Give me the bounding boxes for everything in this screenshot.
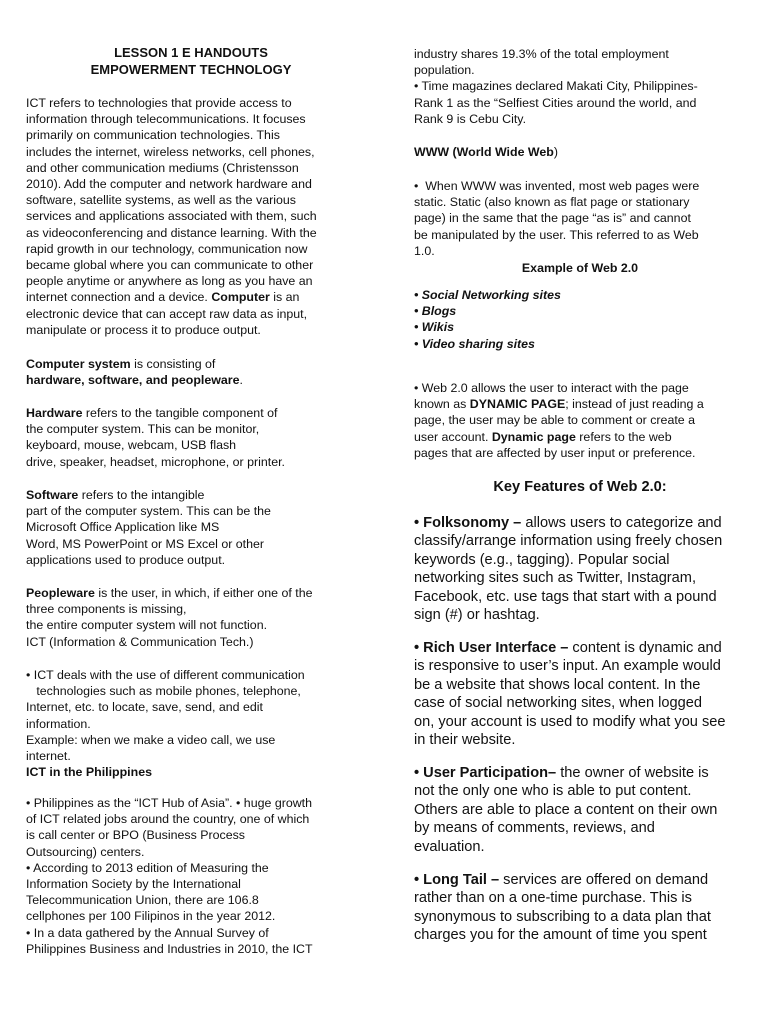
text-line: ICT (Information & Communication Tech.) [26,634,254,649]
text-run: refers to the web [575,429,672,444]
text-line: • Time magazines declared Makati City, Philippines- [414,79,698,94]
text-line: synonymous to subscribing to a data plan that [414,908,711,925]
term-dynamic-page: Dynamic page [491,429,576,444]
peopleware-paragraph [26,585,356,650]
list-item: • Social Networking sites [414,288,561,302]
text-line: page) in the same that the page “as is” and cannot [414,211,691,226]
text-run: . [239,373,243,388]
term-computer: Computer [211,290,270,305]
list-item: • Video sharing sites [414,336,535,351]
text-line: includes the internet, wireless networks, cell phones, [26,144,315,159]
text-line [414,871,746,889]
text-line: be manipulated by the user. This referred to as Web [414,227,699,242]
text-line: • In a data gathered by the Annual Survey of [26,925,269,940]
text-run: is an [269,290,300,305]
text-run: the owner of website is [556,765,709,781]
ict-deals-paragraph [26,667,356,780]
text-line: Telecommunication Union, there are 106.8 [26,893,259,908]
example-web2-list [414,287,746,352]
hardware-paragraph [26,405,356,470]
text-line: • According to 2013 edition of Measuring the [26,860,269,875]
list-item: • Blogs [414,304,457,319]
rich-ui-paragraph [414,639,746,749]
text-line: rapid growth in our technology, communication now [26,241,308,256]
term-computer-system: Computer system [26,357,131,371]
text-line: classify/arrange information using freely chosen [414,533,723,550]
term-components: hardware, software, and peopleware [26,373,240,388]
text-line: • When WWW was invented, most web pages were [414,179,700,193]
text-run: known as [414,397,470,412]
text-line: Facebook, etc. use tags that start with a pound [414,588,717,605]
text-line [26,289,356,305]
text-line: Microsoft Office Application like MS [26,520,220,535]
text-line: internet. [26,749,71,764]
text-line: 1.0. [414,243,435,258]
text-line [414,429,746,445]
long-tail-paragraph [414,871,746,945]
key-features-heading [414,478,746,496]
web2-dynamic-paragraph [414,380,746,461]
list-item: • Wikis [414,320,455,335]
text-run: is consisting of [130,357,216,371]
text-line: and other communication mediums (Christensson [26,160,299,175]
ict-philippines-paragraph [26,795,356,957]
term-folksonomy: • Folksonomy – [414,515,522,531]
intro-paragraph [26,95,356,338]
text-line: the computer system. This can be monitor, [26,422,260,437]
text-line: be a website that shows local content. In the [414,676,701,693]
text-line: on, your account is used to modify what you see [414,713,726,730]
text-line: Example of Web 2.0 [521,261,639,275]
text-line: Example: when we make a video call, we use [26,732,276,747]
term-software: Software [26,488,79,502]
employment-paragraph [414,46,746,127]
term-www: WWW (World Wide Web [414,145,554,159]
text-line: part of the computer system. This can be the [26,504,271,519]
title-line-1: LESSON 1 E HANDOUTS [114,45,268,60]
term-rich-ui: • Rich User Interface – [414,640,569,656]
text-line [26,372,356,388]
text-line: keyboard, mouse, webcam, USB flash [26,438,237,453]
text-run: allows users to categorize and [521,515,722,531]
user-participation-paragraph [414,764,746,856]
text-line: people anytime or anywhere as long as you have an [26,274,313,289]
text-line [414,639,746,657]
text-line: networking sites such as Twitter, Instagram, [414,570,696,587]
text-line [414,764,746,782]
text-line: • ICT deals with the use of different communication [26,668,305,682]
text-line: information through telecommunications. It focuses [26,112,306,127]
text-run: refers to the intangible [78,488,205,502]
title-line-2: EMPOWERMENT TECHNOLOGY [90,62,292,77]
folksonomy-paragraph [414,514,746,624]
text-line: pages that are affected by user input or preference. [414,445,696,460]
www-paragraph [414,178,746,259]
text-run: is the user, in which, if either one of the [94,586,313,600]
text-line: manipulate or process it to produce output. [26,322,261,337]
text-line: cellphones per 100 Filipinos in the year 2012. [26,909,276,924]
text-line: not the only one who is able to put content. [414,783,692,800]
text-line: keywords (e.g., tagging). Popular social [414,551,670,568]
text-line [26,585,356,601]
term-hardware: Hardware [26,406,83,420]
text-line: by means of comments, reviews, and [414,820,655,837]
text-line: static. Static (also known as flat page or stationary [414,195,690,210]
text-line: Rank 9 is Cebu City. [414,111,527,126]
text-line: Rank 1 as the “Selfiest Cities around the world, and [414,95,697,110]
text-line: software, satellite systems, as well as the various [26,193,296,208]
text-line [414,514,746,532]
text-line: evaluation. [414,838,485,855]
text-line: applications used to produce output. [26,552,226,567]
text-line [26,405,356,421]
example-web2-heading [414,260,746,276]
text-line: sign (#) or hashtag. [414,607,540,624]
text-line: primarily on communication technologies. This [26,128,280,143]
text-line: in their website. [414,732,516,749]
term-dynamic-page-caps: DYNAMIC PAGE [469,397,566,412]
text-line: Information Society by the International [26,877,241,892]
text-line: population. [414,63,475,78]
section-heading-ict-philippines: ICT in the Philippines [26,765,152,780]
text-line: industry shares 19.3% of the total employment [414,47,669,61]
document-title [26,44,356,78]
text-line: • Philippines as the “ICT Hub of Asia”. • huge growth [26,796,313,810]
text-line [414,144,746,160]
text-line: services and applications associated with them, such [26,209,317,224]
computer-system-paragraph [26,356,356,388]
term-user-participation: • User Participation– [414,765,557,781]
text-run: ) [553,145,558,159]
text-line: 2010). Add the computer and network hardware and [26,177,312,192]
text-run: internet connection and a device. [26,290,212,305]
text-line: Key Features of Web 2.0: [493,479,667,495]
text-line: of ICT related jobs around the country, one of which [26,812,310,827]
text-run: refers to the tangible component of [82,406,278,420]
text-line [26,356,356,372]
text-line: technologies such as mobile phones, telephone, [26,684,301,699]
text-line: three components is missing, [26,602,187,617]
text-run: ; instead of just reading a [565,397,704,412]
text-line: is responsive to user’s input. An example would [414,658,721,675]
www-heading [414,144,746,160]
text-line: became global where you can communicate to other [26,258,314,273]
text-line: Word, MS PowerPoint or MS Excel or other [26,536,265,551]
text-line: Outsourcing) centers. [26,844,145,859]
text-run: content is dynamic and [568,640,722,656]
text-line: charges you for the amount of time you spent [414,927,707,944]
text-line: as videoconferencing and distance learning. With the [26,225,317,240]
text-line: is call center or BPO (Business Process [26,828,245,843]
term-peopleware: Peopleware [26,586,95,600]
text-line: electronic device that can accept raw data as input, [26,306,308,321]
text-run: services are offered on demand [499,872,709,888]
text-line: Internet, etc. to locate, save, send, and edit [26,700,263,715]
text-line: Others are able to place a content on their own [414,801,718,818]
text-line [26,487,356,503]
text-line: the entire computer system will not function. [26,618,268,633]
text-line: • Web 2.0 allows the user to interact with the page [414,381,689,395]
text-line [414,396,746,412]
text-line: Philippines Business and Industries in 2010, the ICT [26,941,313,956]
text-line: information. [26,716,91,731]
term-long-tail: • Long Tail – [414,872,500,888]
text-line: ICT refers to technologies that provide access to [26,96,292,110]
text-run: user account. [414,429,492,444]
text-line: rather than on a one-time purchase. This is [414,890,692,907]
text-line: drive, speaker, headset, microphone, or printer. [26,454,285,469]
software-paragraph [26,487,356,568]
text-line: case of social networking sites, when logged [414,695,702,712]
text-line: page, the user may be able to comment or create a [414,413,696,428]
